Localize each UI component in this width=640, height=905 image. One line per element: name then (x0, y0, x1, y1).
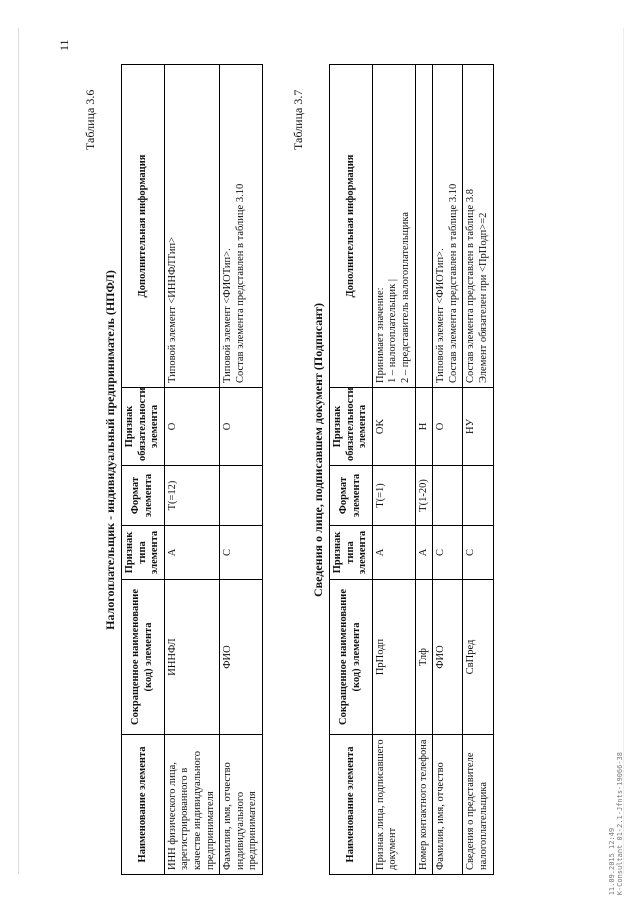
info-line: Состав элемента представлен в таблице 3.8 (465, 189, 477, 383)
landscape-page-content (55, 25, 495, 875)
element-required-cell: H (415, 388, 433, 466)
element-name-cell: Сведения о представителе налогоплательщика (463, 735, 493, 875)
element-type-cell: A (415, 526, 433, 580)
table-row (372, 65, 415, 875)
header-cell: Признак типа элемента (122, 526, 165, 580)
header-cell: Признак обязательности элемента (330, 388, 373, 466)
element-info-cell (372, 65, 415, 388)
element-format-cell (433, 466, 463, 526)
table-3-7 (329, 64, 494, 875)
element-info-cell (433, 65, 463, 388)
element-type-cell: C (220, 526, 263, 580)
table-3-6 (121, 64, 263, 875)
element-type-cell: C (463, 526, 493, 580)
element-name-cell: Признак лица, подписавшего документ (372, 735, 415, 875)
table-header-row (330, 65, 373, 875)
scan-stamp-line: К-Consultant 01-2.1-Jfnts-19066-38 (616, 752, 624, 896)
info-line: Принимает значение: (374, 287, 386, 383)
element-format-cell (463, 466, 493, 526)
header-cell: Дополнительная информация (330, 65, 373, 388)
element-required-cell: O (220, 388, 263, 466)
table-row (164, 65, 219, 875)
scan-stamp-line: 11.09.2015 12:49 (608, 827, 616, 896)
info-line: Элемент обязателен при <ПрПодп>=2 (477, 212, 489, 383)
element-type-cell: C (433, 526, 463, 580)
header-cell: Формат элемента (330, 466, 373, 526)
info-line: Типовой элемент <ИННФЛТип> (166, 237, 178, 383)
header-cell: Сокращенное наименование (код) элемента (122, 580, 165, 735)
element-format-cell: T(1-20) (415, 466, 433, 526)
table-3-6-caption: Таблица 3.6 (83, 89, 97, 150)
page-number: 11 (57, 39, 71, 51)
element-info-cell (463, 65, 493, 388)
header-cell: Признак обязательности элемента (122, 388, 165, 466)
header-cell: Признак типа элемента (330, 526, 373, 580)
element-code-cell: СвПред (463, 580, 493, 735)
element-required-cell: OK (372, 388, 415, 466)
element-required-cell: НУ (463, 388, 493, 466)
info-line: 1 – налогоплательщик | (387, 279, 399, 383)
element-code-cell: ПрПодп (372, 580, 415, 735)
element-type-cell: A (372, 526, 415, 580)
element-name-cell: ИНН физического лица, зарегистрированного в качестве индивидуального предпринимателя (164, 735, 219, 875)
scan-stamp (608, 752, 628, 895)
element-info-cell (415, 65, 433, 388)
element-name-cell: Номер контактного телефона (415, 735, 433, 875)
element-format-cell: T(=12) (164, 466, 219, 526)
table-3-7-caption: Таблица 3.7 (291, 89, 305, 150)
element-code-cell: Тлф (415, 580, 433, 735)
element-name-cell: Фамилия, имя, отчество (433, 735, 463, 875)
element-code-cell: ФИО (220, 580, 263, 735)
info-line: Типовой элемент <ФИОТип>. (435, 248, 447, 383)
header-cell: Дополнительная информация (122, 65, 165, 388)
info-line: Состав элемента представлен в таблице 3.10 (447, 183, 459, 383)
table-row (463, 65, 493, 875)
element-format-cell (220, 466, 263, 526)
element-type-cell: A (164, 526, 219, 580)
header-cell: Сокращенное наименование (код) элемента (330, 580, 373, 735)
header-cell: Наименование элемента (330, 735, 373, 875)
table-3-7-title: Сведения о лице, подписавшем документ (Подписант) (311, 302, 325, 598)
table-row (220, 65, 263, 875)
header-cell: Наименование элемента (122, 735, 165, 875)
table-row (433, 65, 463, 875)
element-required-cell: O (433, 388, 463, 466)
element-name-cell: Фамилия, имя, отчество индивидуального предпринимателя (220, 735, 263, 875)
table-3-6-title: Налогоплательщик - индивидуальный предприниматель (НПФЛ) (103, 270, 117, 630)
header-cell: Формат элемента (122, 466, 165, 526)
table-header-row (122, 65, 165, 875)
element-info-cell (164, 65, 219, 388)
element-code-cell: ИННФЛ (164, 580, 219, 735)
info-line: 2 – представитель налогоплательщика (399, 212, 411, 383)
table-row (415, 65, 433, 875)
element-required-cell: O (164, 388, 219, 466)
element-info-cell (220, 65, 263, 388)
info-line: Типовой элемент <ФИОТип>. (222, 248, 234, 383)
element-format-cell: T(=1) (372, 466, 415, 526)
info-line: Состав элемента представлен в таблице 3.10 (234, 183, 246, 383)
element-code-cell: ФИО (433, 580, 463, 735)
